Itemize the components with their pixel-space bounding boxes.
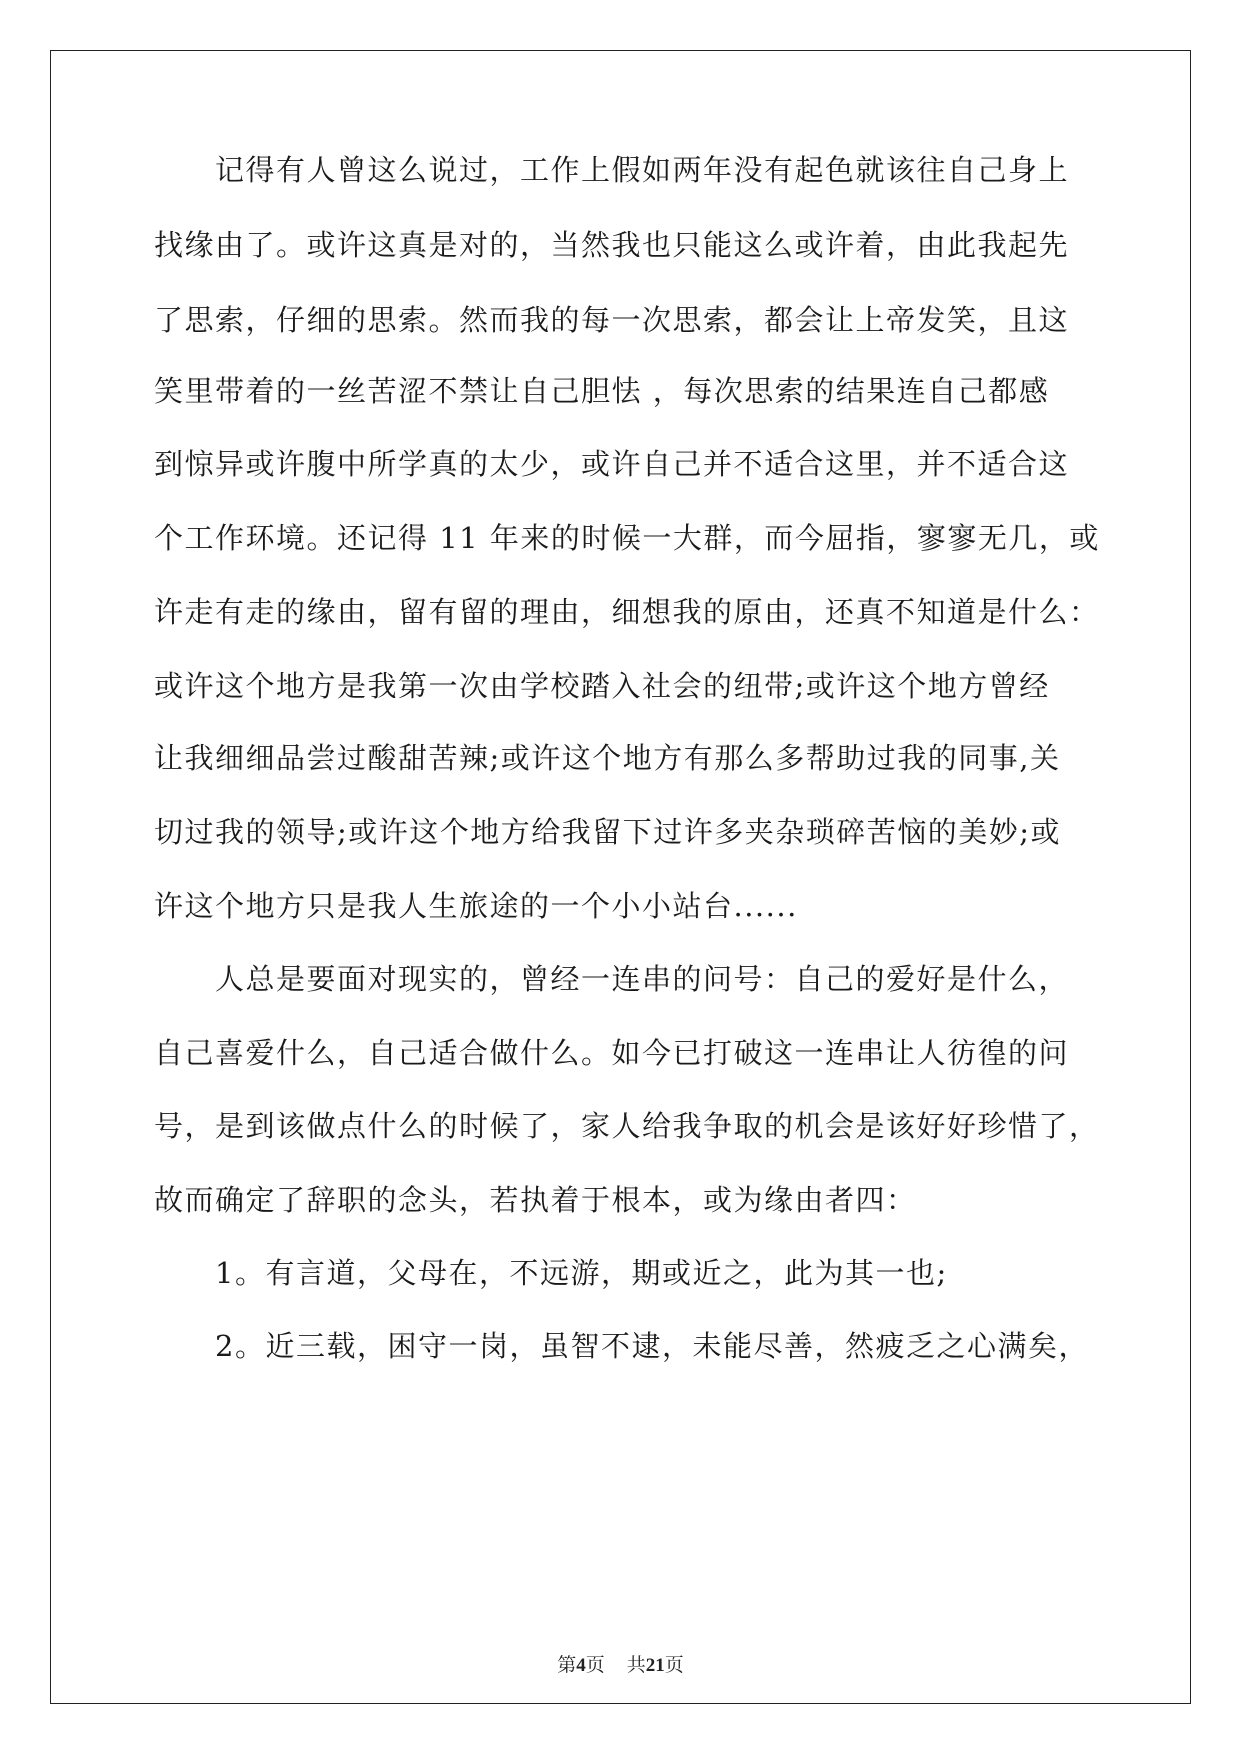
page-footer — [0, 1653, 1241, 1678]
text-line: 找缘由了。或许这真是对的，当然我也只能这么或许着，由此我起先 — [154, 228, 1070, 262]
total-suffix: 页 — [664, 1654, 684, 1676]
text-line: 到惊异或许腹中所学真的太少，或许自己并不适合这里，并不适合这 — [154, 447, 1070, 481]
text-line: 人总是要面对现实的，曾经一连串的问号：自己的爱好是什么， — [154, 962, 1070, 996]
page-total: 21 — [645, 1655, 665, 1676]
text-line: 让我细细品尝过酸甜苦辣;或许这个地方有那么多帮助过我的同事,关 — [154, 741, 1061, 775]
text-line: 切过我的领导;或许这个地方给我留下过许多夹杂琐碎苦恼的美妙;或 — [154, 815, 1062, 849]
page-prefix: 第 — [557, 1654, 577, 1676]
page-border — [50, 50, 1191, 1704]
text-line: 许走有走的缘由，留有留的理由，细想我的原由，还真不知道是什么： — [154, 595, 1100, 629]
text-line: 记得有人曾这么说过，工作上假如两年没有起色就该往自己身上 — [154, 153, 1070, 187]
page-number: 4 — [576, 1655, 586, 1676]
text-line: 个工作环境。还记得 11 年来的时候一大群，而今屈指，寥寥无几，或 — [154, 521, 1100, 555]
page-suffix: 页 — [585, 1654, 605, 1676]
text-line: 了思索，仔细的思索。然而我的每一次思索，都会让上帝发笑，且这 — [154, 303, 1070, 337]
text-line: 许这个地方只是我人生旅途的一个小小站台...... — [154, 889, 798, 923]
text-line: 2。近三载，困守一岗，虽智不逮，未能尽善，然疲乏之心满矣， — [154, 1329, 1089, 1363]
text-line: 笑里带着的一丝苦涩不禁让自己胆怯 ，每次思索的结果连自己都感 — [154, 374, 1050, 408]
text-line: 号，是到该做点什么的时候了，家人给我争取的机会是该好好珍惜了， — [154, 1109, 1100, 1143]
total-prefix: 共 — [626, 1654, 646, 1676]
text-line: 1。有言道，父母在，不远游，期或近之，此为其一也; — [154, 1256, 948, 1290]
text-line: 故而确定了辞职的念头，若执着于根本，或为缘由者四： — [154, 1183, 917, 1217]
text-line: 自己喜爱什么，自己适合做什么。如今已打破这一连串让人彷徨的问 — [154, 1036, 1070, 1070]
text-line: 或许这个地方是我第一次由学校踏入社会的纽带;或许这个地方曾经 — [154, 669, 1050, 703]
